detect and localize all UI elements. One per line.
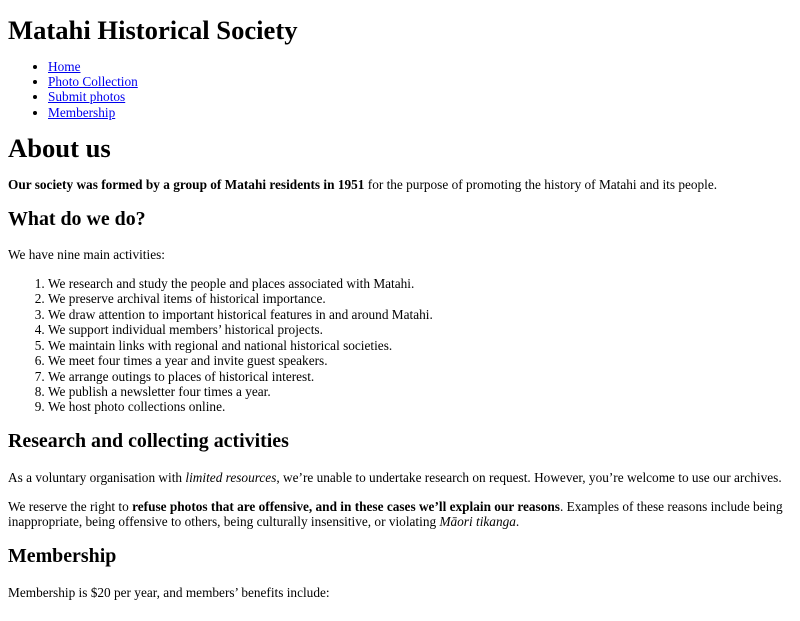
main-navigation [8, 59, 792, 121]
nav-item-home [48, 59, 792, 74]
research-p2-part2: . Examples of these reasons include being inappropriate, being offensive to others, being culturally insensitive, or violating [8, 498, 783, 530]
list-item: 9. We host photo collections online. [48, 399, 792, 414]
research-paragraph-1 [8, 470, 792, 485]
research-p2-part3: . [515, 514, 520, 530]
nav-link-membership[interactable]: Membership [48, 104, 116, 120]
nav-item-membership [48, 105, 792, 120]
research-paragraph-2 [8, 499, 792, 530]
section-heading-what-do-we-do: What do we do? [8, 207, 146, 230]
intro-bold-lead: Our society was formed by a group of Matahi residents in 1951 [8, 176, 365, 192]
research-p2-italic: Māori tikanga [439, 514, 516, 530]
nav-link-photo-collection[interactable]: Photo Collection [48, 73, 138, 89]
intro-rest: for the purpose of promoting the history of Matahi and its people. [364, 176, 718, 192]
nav-list [8, 59, 792, 121]
research-p1-italic: limited resources [185, 469, 277, 485]
list-item: 6. We meet four times a year and invite guest speakers. [48, 353, 792, 368]
list-item: 7. We arrange outings to places of historical interest. [48, 369, 792, 384]
list-item: 4. We support individual members’ historical projects. [48, 322, 792, 337]
intro-paragraph [8, 177, 792, 192]
list-item: 3. We draw attention to important historical features in and around Matahi. [48, 307, 792, 322]
membership-paragraph: Membership is $20 per year, and members’ benefits include: [8, 584, 330, 600]
site-title: Matahi Historical Society [8, 15, 298, 45]
nav-link-home[interactable]: Home [48, 58, 81, 74]
research-p2-part1: We reserve the right to [8, 498, 133, 514]
list-item: 8. We publish a newsletter four times a year. [48, 384, 792, 399]
list-item: 2. We preserve archival items of historical importance. [48, 291, 792, 306]
page-title: About us [8, 133, 111, 164]
list-item: 5. We maintain links with regional and national historical societies. [48, 338, 792, 353]
section-heading-research: Research and collecting activities [8, 430, 289, 453]
list-item: 1. We research and study the people and places associated with Matahi. [48, 276, 792, 291]
section-heading-membership: Membership [8, 545, 117, 568]
nav-item-submit-photos [48, 89, 792, 104]
activities-lead: We have nine main activities: [8, 247, 165, 263]
research-p1-part1: As a voluntary organisation with [8, 469, 186, 485]
activities-list [8, 276, 792, 415]
research-p1-part2: , we’re unable to undertake research on request. However, you’re welcome to use our archives. [276, 469, 782, 485]
nav-item-photo-collection [48, 74, 792, 89]
research-p2-bold: refuse photos that are offensive, and in these cases we’ll explain our reasons [132, 498, 560, 514]
nav-link-submit-photos[interactable]: Submit photos [48, 89, 126, 105]
